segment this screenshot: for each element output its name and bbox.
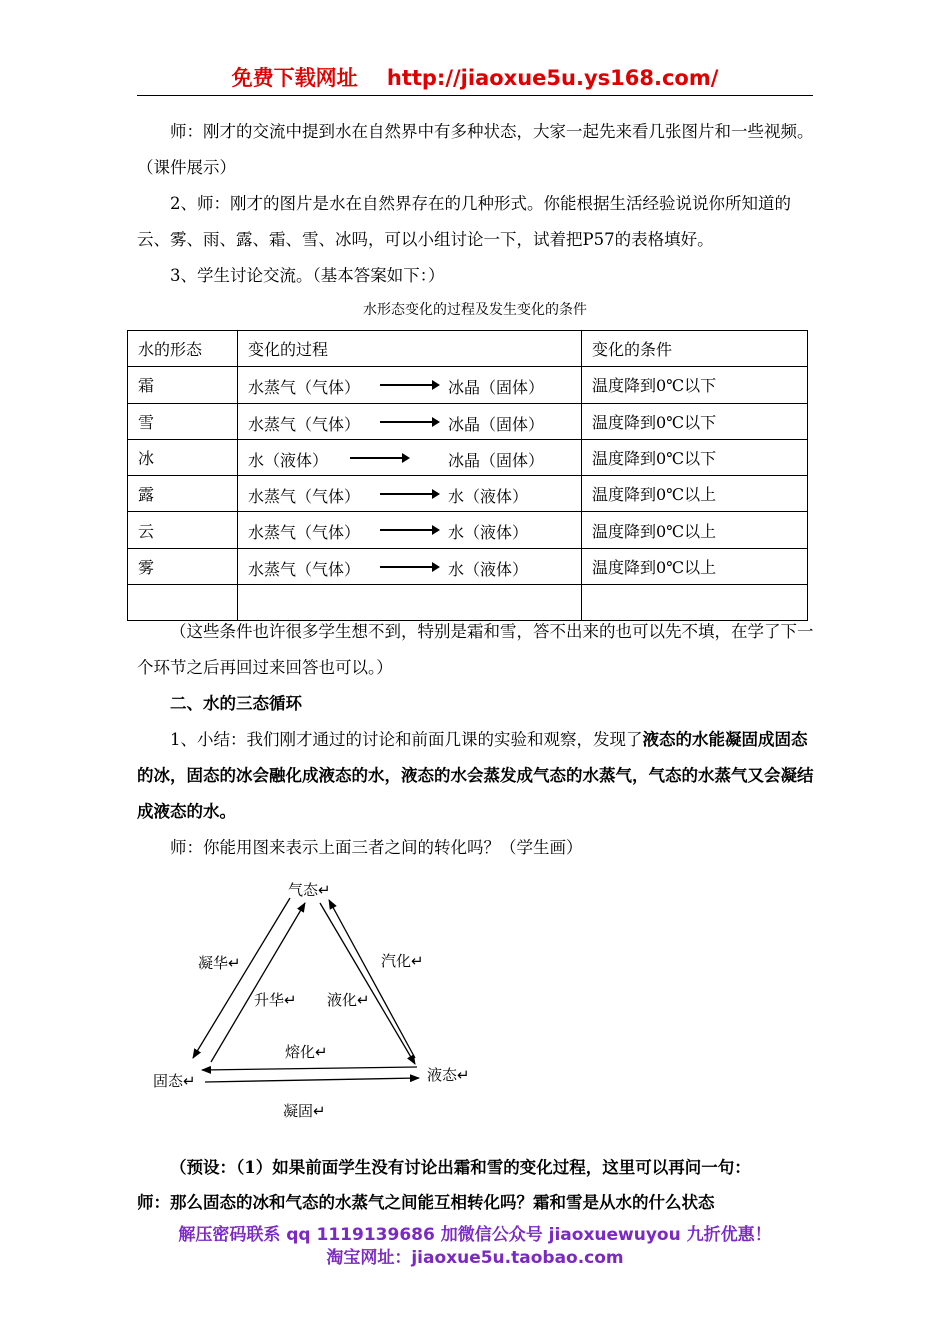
arrow-icon — [380, 566, 438, 568]
condition-cell: 温度降到0℃以上 — [582, 548, 808, 584]
process-to: 水（液体） — [448, 487, 529, 507]
arrow-icon — [380, 529, 438, 531]
process-cell — [238, 439, 582, 475]
header-url[interactable]: http://jiaoxue5u.ys168.com/ — [386, 66, 719, 90]
table-row — [128, 367, 808, 403]
process-from: 水蒸气（气体） — [248, 378, 361, 398]
preset-line-1: （预设：（1）如果前面学生没有讨论出霜和雪的变化过程，这里可以再问一句： — [170, 1158, 751, 1177]
freezing-label: 凝固↵ — [283, 1102, 326, 1120]
three-states-diagram — [145, 870, 485, 1130]
form-cell: 雪 — [128, 403, 238, 439]
condition-cell: 温度降到0℃以下 — [582, 367, 808, 403]
paragraph-2: 2、师：刚才的图片是水在自然界存在的几种形式。你能根据生活经验说说你所知道的云、雾、雨、露、霜、雪、冰吗，可以小组讨论一下，试着把P57的表格填好。 — [137, 194, 791, 249]
form-cell: 露 — [128, 476, 238, 512]
header-rule — [137, 95, 813, 96]
condition-cell: 温度降到0℃以下 — [582, 439, 808, 475]
footer-line-1: 解压密码联系 qq 1119139686 加微信公众号 jiaoxuewuyou 九折优惠！ — [178, 1225, 772, 1245]
summary-paragraph — [137, 722, 817, 830]
process-cell — [238, 548, 582, 584]
liquid-label: 液态↵ — [427, 1066, 470, 1084]
process-cell — [238, 476, 582, 512]
gas-label: 气态↵ — [288, 881, 331, 899]
condition-cell: 温度降到0℃以上 — [582, 476, 808, 512]
sublimation-label: 升华↵ — [254, 991, 297, 1009]
process-cell — [238, 367, 582, 403]
solid-label: 固态↵ — [153, 1072, 196, 1090]
form-cell: 霜 — [128, 367, 238, 403]
header-cell: 水的形态 — [128, 331, 238, 367]
arrow-icon — [380, 421, 438, 423]
table-caption: 水形态变化的过程及发生变化的条件 — [363, 302, 587, 318]
summary-bold: 液态的水能凝固成固态的冰，固态的冰会融化成液态的水，液态的水会蒸发成气态的水蒸气，气态的水蒸气又会凝结成液态的水。 — [137, 730, 814, 821]
process-from: 水蒸气（气体） — [248, 487, 361, 507]
table-row — [128, 548, 808, 584]
header-cell: 变化的过程 — [238, 331, 582, 367]
paragraph-1: 师：刚才的交流中提到水在自然界中有多种状态，大家一起先来看几张图片和一些视频。（课件展示） — [137, 122, 814, 177]
process-from: 水（液体） — [248, 450, 329, 470]
process-from: 水蒸气（气体） — [248, 559, 361, 579]
page-header — [0, 62, 950, 92]
arrow-icon — [350, 457, 408, 459]
table-row — [128, 403, 808, 439]
table-row — [128, 476, 808, 512]
vaporization-arrow — [329, 900, 415, 1058]
section-title: 二、水的三态循环 — [170, 694, 302, 713]
process-from: 水蒸气（气体） — [248, 523, 361, 543]
freezing-arrow — [205, 1078, 419, 1082]
liquefaction-label: 液化↵ — [327, 991, 370, 1009]
form-cell: 雾 — [128, 548, 238, 584]
deposition-arrow — [193, 898, 290, 1058]
table-header-row — [128, 331, 808, 367]
process-from: 水蒸气（气体） — [248, 414, 361, 434]
form-cell: 冰 — [128, 439, 238, 475]
note-paragraph: （这些条件也许很多学生想不到，特别是霜和雪，答不出来的也可以先不填，在学了下一个环节之后再回过来回答也可以。） — [137, 622, 814, 677]
preset-line-2: 师：那么固态的冰和气态的水蒸气之间能互相转化吗？霜和雪是从水的什么状态 — [137, 1193, 715, 1212]
melting-arrow — [202, 1067, 417, 1070]
summary-prefix: 1、小结：我们刚才通过的讨论和前面几课的实验和观察，发现了 — [170, 730, 643, 749]
condition-cell: 温度降到0℃以下 — [582, 403, 808, 439]
arrow-icon — [380, 384, 438, 386]
question-paragraph: 师：你能用图来表示上面三者之间的转化吗？（学生画） — [170, 838, 583, 857]
table-row — [128, 512, 808, 548]
footer-line-2[interactable]: 淘宝网址：jiaoxue5u.taobao.com — [326, 1248, 624, 1268]
form-cell: 云 — [128, 512, 238, 548]
table-row — [128, 439, 808, 475]
liquefaction-arrow — [320, 903, 415, 1064]
vaporization-label: 汽化↵ — [381, 952, 424, 970]
arrow-icon — [380, 493, 438, 495]
process-to: 冰晶（固体） — [448, 414, 545, 434]
header-label: 免费下载网址 — [231, 66, 358, 90]
process-cell — [238, 512, 582, 548]
sublimation-arrow — [211, 903, 305, 1062]
process-to: 水（液体） — [448, 523, 529, 543]
process-to: 冰晶（固体） — [448, 450, 545, 470]
process-to: 冰晶（固体） — [448, 378, 545, 398]
condition-cell: 温度降到0℃以上 — [582, 512, 808, 548]
melting-label: 熔化↵ — [285, 1043, 328, 1061]
water-forms-table — [127, 330, 808, 621]
deposition-label: 凝华↵ — [198, 954, 241, 972]
paragraph-3: 3、学生讨论交流。（基本答案如下：） — [170, 266, 445, 285]
process-to: 水（液体） — [448, 559, 529, 579]
header-cell: 变化的条件 — [582, 331, 808, 367]
process-cell — [238, 403, 582, 439]
